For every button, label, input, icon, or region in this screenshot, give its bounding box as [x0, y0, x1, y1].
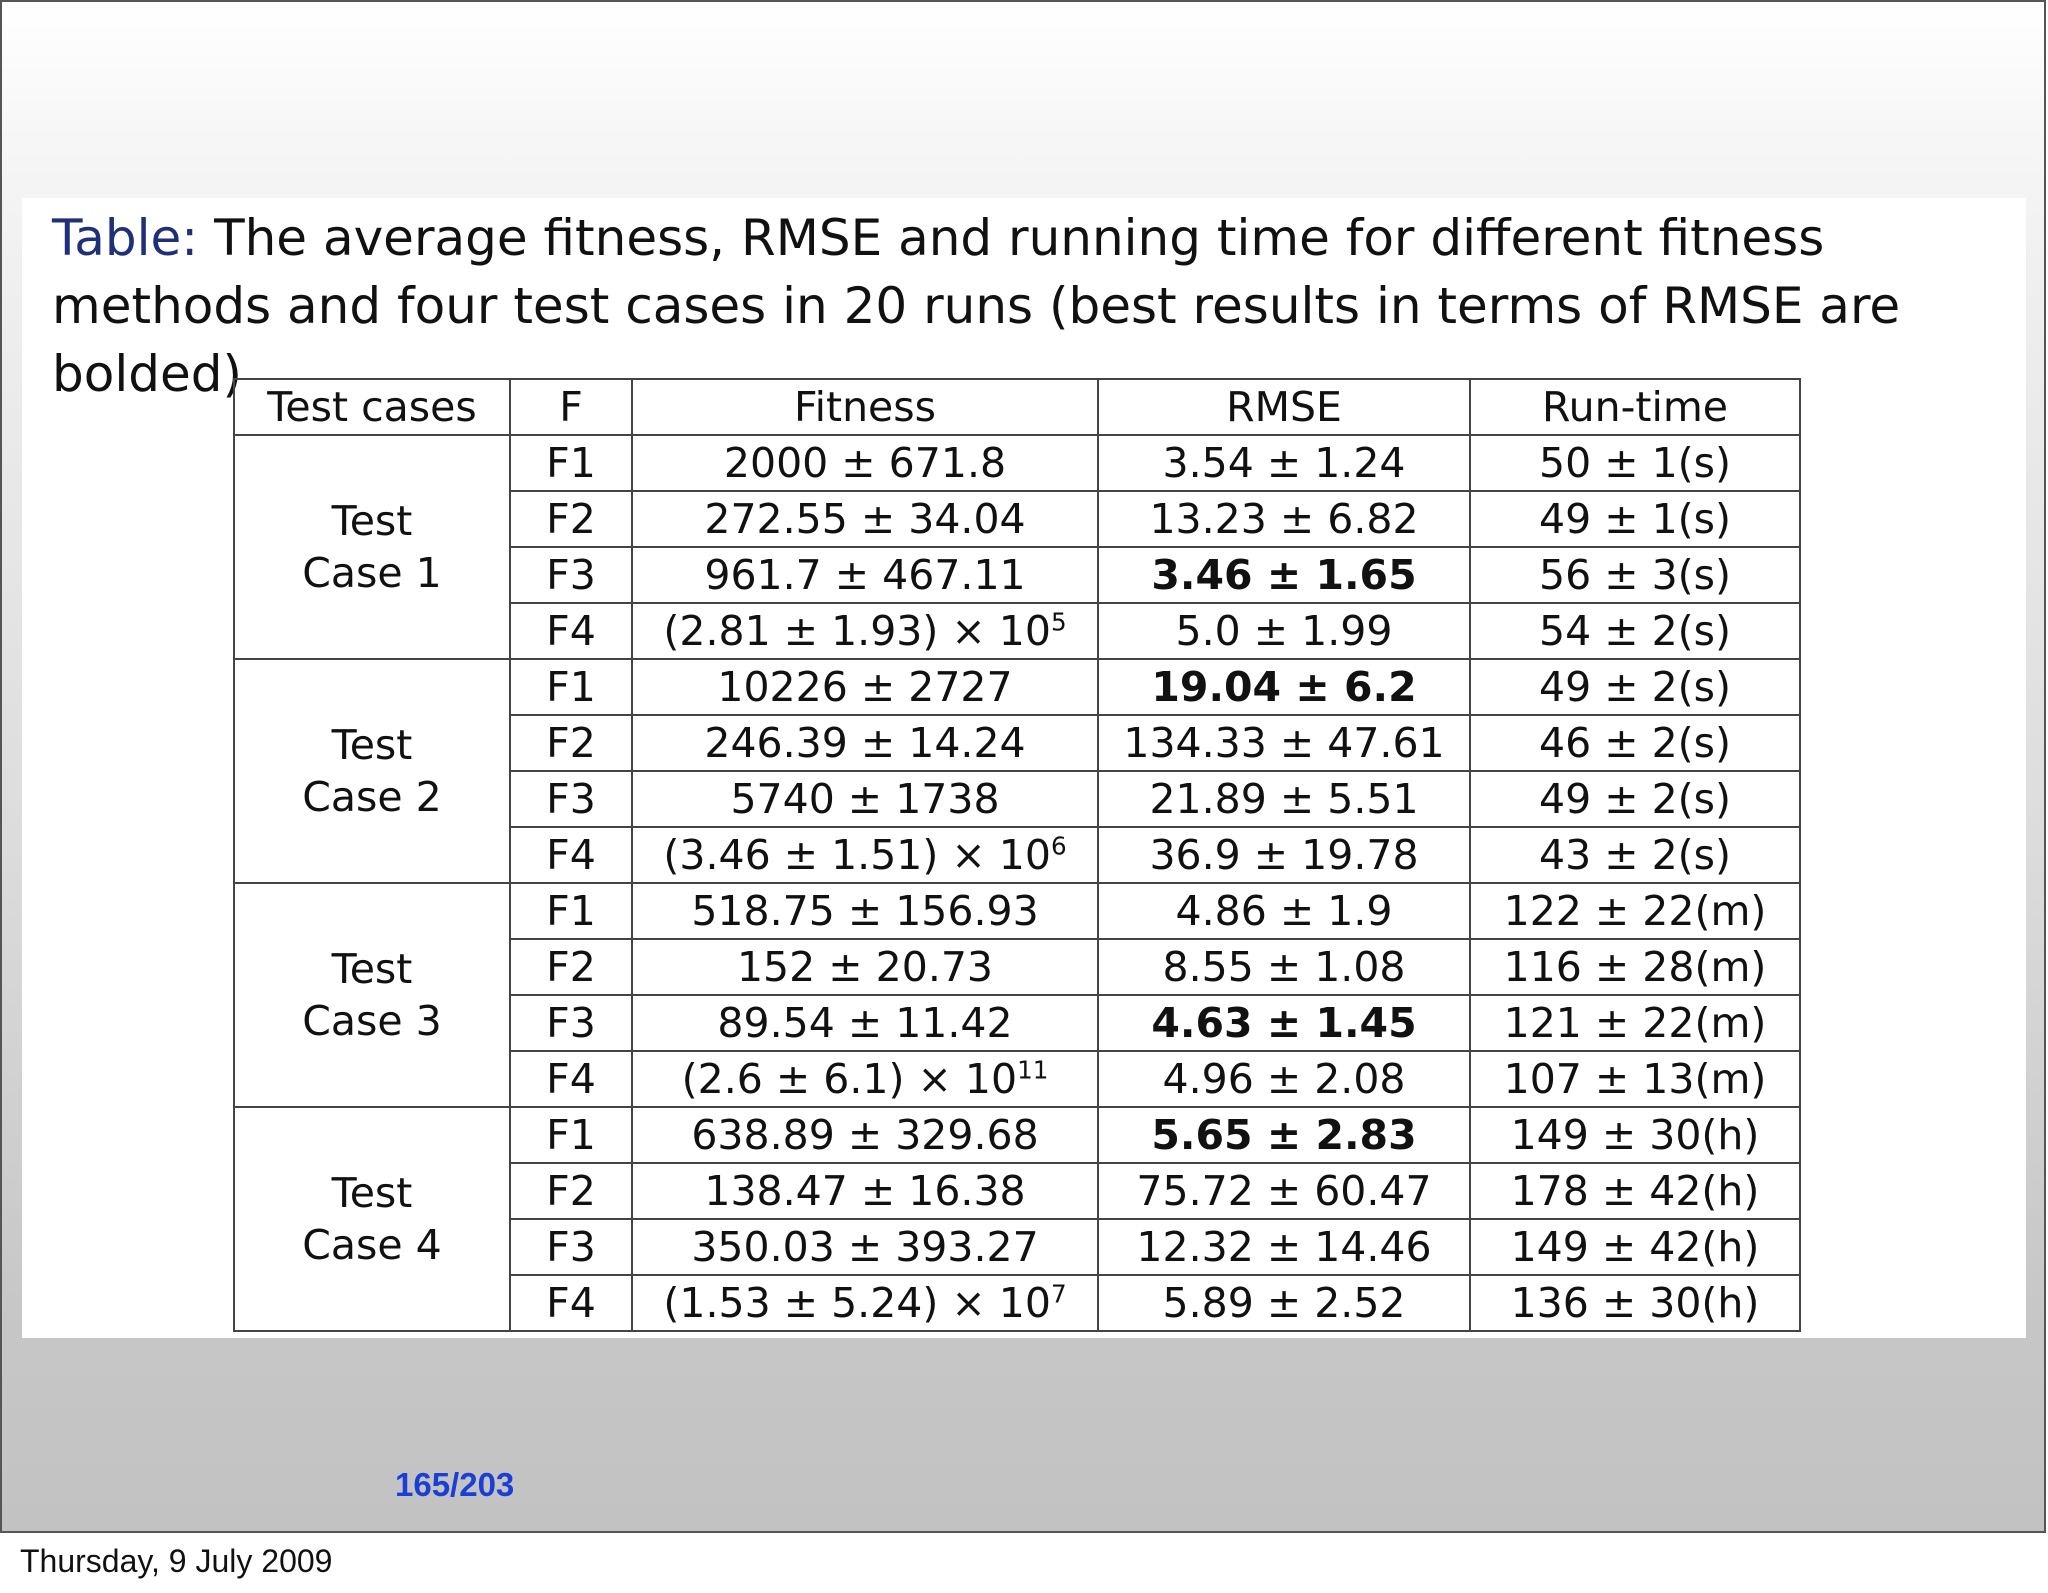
fitness-value: 10226 ± 2727 [717, 663, 1013, 711]
cell-rmse: 8.55 ± 1.08 [1098, 939, 1470, 995]
table-row [234, 659, 1800, 715]
cell-rmse: 75.72 ± 60.47 [1098, 1163, 1470, 1219]
caption-prefix: Table: [52, 209, 199, 267]
caption-text: The average fitness, RMSE and running time for different fitness methods and four test cases in 20 runs (best results in terms of RMSE are bolded) [52, 209, 1901, 403]
test-case-label-line1: Test [331, 1169, 413, 1217]
cell-f: F1 [510, 435, 632, 491]
cell-fitness [632, 1163, 1098, 1219]
cell-fitness [632, 435, 1098, 491]
test-case-label [234, 435, 510, 659]
cell-rmse-best: 4.63 ± 1.45 [1098, 995, 1470, 1051]
cell-rmse: 21.89 ± 5.51 [1098, 771, 1470, 827]
cell-rmse: 13.23 ± 6.82 [1098, 491, 1470, 547]
fitness-exponent: 7 [1050, 1279, 1067, 1309]
cell-fitness [632, 1051, 1098, 1107]
test-case-label-line1: Test [331, 945, 413, 993]
cell-f: F2 [510, 1163, 632, 1219]
cell-rmse: 4.96 ± 2.08 [1098, 1051, 1470, 1107]
cell-runtime: 136 ± 30(h) [1470, 1275, 1800, 1331]
fitness-value: 5740 ± 1738 [730, 775, 1000, 823]
fitness-value: (2.81 ± 1.93) × 10 [663, 607, 1051, 655]
test-case-label-line1: Test [331, 721, 413, 769]
cell-f: F3 [510, 1219, 632, 1275]
cell-runtime: 149 ± 42(h) [1470, 1219, 1800, 1275]
cell-f: F4 [510, 603, 632, 659]
fitness-exponent: 11 [1017, 1055, 1049, 1085]
cell-fitness [632, 771, 1098, 827]
table-row [234, 435, 1800, 491]
cell-runtime: 49 ± 2(s) [1470, 771, 1800, 827]
cell-rmse: 5.89 ± 2.52 [1098, 1275, 1470, 1331]
cell-fitness [632, 1275, 1098, 1331]
cell-runtime: 49 ± 1(s) [1470, 491, 1800, 547]
results-table [233, 378, 1801, 1332]
header-fitness: Fitness [632, 379, 1098, 435]
cell-fitness [632, 547, 1098, 603]
fitness-value: 2000 ± 671.8 [723, 439, 1007, 487]
cell-fitness [632, 715, 1098, 771]
cell-f: F4 [510, 1275, 632, 1331]
fitness-value: 89.54 ± 11.42 [717, 999, 1013, 1047]
fitness-value: 638.89 ± 329.68 [691, 1111, 1039, 1159]
cell-runtime: 149 ± 30(h) [1470, 1107, 1800, 1163]
cell-fitness [632, 603, 1098, 659]
cell-runtime: 122 ± 22(m) [1470, 883, 1800, 939]
cell-f: F2 [510, 491, 632, 547]
fitness-value: (3.46 ± 1.51) × 10 [663, 831, 1051, 879]
cell-runtime: 46 ± 2(s) [1470, 715, 1800, 771]
fitness-value: 518.75 ± 156.93 [691, 887, 1039, 935]
test-case-label [234, 1107, 510, 1331]
test-case-label-line1: Test [331, 497, 413, 545]
cell-fitness [632, 827, 1098, 883]
cell-f: F3 [510, 995, 632, 1051]
cell-f: F1 [510, 659, 632, 715]
cell-f: F2 [510, 715, 632, 771]
fitness-value: (1.53 ± 5.24) × 10 [663, 1279, 1051, 1327]
fitness-value: 350.03 ± 393.27 [691, 1223, 1039, 1271]
cell-runtime: 56 ± 3(s) [1470, 547, 1800, 603]
page-number: 165/203 [395, 1466, 515, 1503]
cell-f: F2 [510, 939, 632, 995]
header-test-cases: Test cases [234, 379, 510, 435]
fitness-exponent: 5 [1050, 607, 1067, 637]
cell-fitness [632, 659, 1098, 715]
cell-fitness [632, 883, 1098, 939]
cell-rmse: 3.54 ± 1.24 [1098, 435, 1470, 491]
cell-rmse: 134.33 ± 47.61 [1098, 715, 1470, 771]
test-case-label-line2: Case 4 [302, 1221, 442, 1269]
header-runtime: Run-time [1470, 379, 1800, 435]
cell-rmse: 5.0 ± 1.99 [1098, 603, 1470, 659]
cell-f: F3 [510, 547, 632, 603]
test-case-label-line2: Case 3 [302, 997, 442, 1045]
cell-rmse: 36.9 ± 19.78 [1098, 827, 1470, 883]
header-rmse: RMSE [1098, 379, 1470, 435]
cell-runtime: 116 ± 28(m) [1470, 939, 1800, 995]
cell-fitness [632, 995, 1098, 1051]
cell-runtime: 43 ± 2(s) [1470, 827, 1800, 883]
cell-f: F3 [510, 771, 632, 827]
cell-runtime: 49 ± 2(s) [1470, 659, 1800, 715]
cell-fitness [632, 1107, 1098, 1163]
footer-date: Thursday, 9 July 2009 [20, 1543, 333, 1579]
table-row [234, 1107, 1800, 1163]
cell-fitness [632, 491, 1098, 547]
fitness-value: 272.55 ± 34.04 [704, 495, 1026, 543]
cell-runtime: 54 ± 2(s) [1470, 603, 1800, 659]
cell-rmse: 4.86 ± 1.9 [1098, 883, 1470, 939]
fitness-value: (2.6 ± 6.1) × 10 [681, 1055, 1018, 1103]
cell-fitness [632, 939, 1098, 995]
fitness-value: 152 ± 20.73 [736, 943, 994, 991]
fitness-value: 138.47 ± 16.38 [704, 1167, 1026, 1215]
fitness-value: 246.39 ± 14.24 [704, 719, 1026, 767]
content-panel [22, 198, 2026, 1338]
cell-runtime: 107 ± 13(m) [1470, 1051, 1800, 1107]
test-case-label [234, 659, 510, 883]
cell-rmse: 12.32 ± 14.46 [1098, 1219, 1470, 1275]
cell-rmse-best: 3.46 ± 1.65 [1098, 547, 1470, 603]
header-f: F [510, 379, 632, 435]
test-case-label [234, 883, 510, 1107]
header-row [234, 379, 1800, 435]
test-case-label-line2: Case 2 [302, 773, 442, 821]
table-row [234, 883, 1800, 939]
table-body [234, 435, 1800, 1331]
fitness-exponent: 6 [1050, 831, 1067, 861]
cell-f: F4 [510, 827, 632, 883]
cell-rmse-best: 5.65 ± 2.83 [1098, 1107, 1470, 1163]
test-case-label-line2: Case 1 [302, 549, 442, 597]
cell-runtime: 121 ± 22(m) [1470, 995, 1800, 1051]
cell-f: F4 [510, 1051, 632, 1107]
cell-rmse-best: 19.04 ± 6.2 [1098, 659, 1470, 715]
cell-f: F1 [510, 1107, 632, 1163]
cell-runtime: 50 ± 1(s) [1470, 435, 1800, 491]
cell-runtime: 178 ± 42(h) [1470, 1163, 1800, 1219]
cell-fitness [632, 1219, 1098, 1275]
fitness-value: 961.7 ± 467.11 [704, 551, 1026, 599]
cell-f: F1 [510, 883, 632, 939]
